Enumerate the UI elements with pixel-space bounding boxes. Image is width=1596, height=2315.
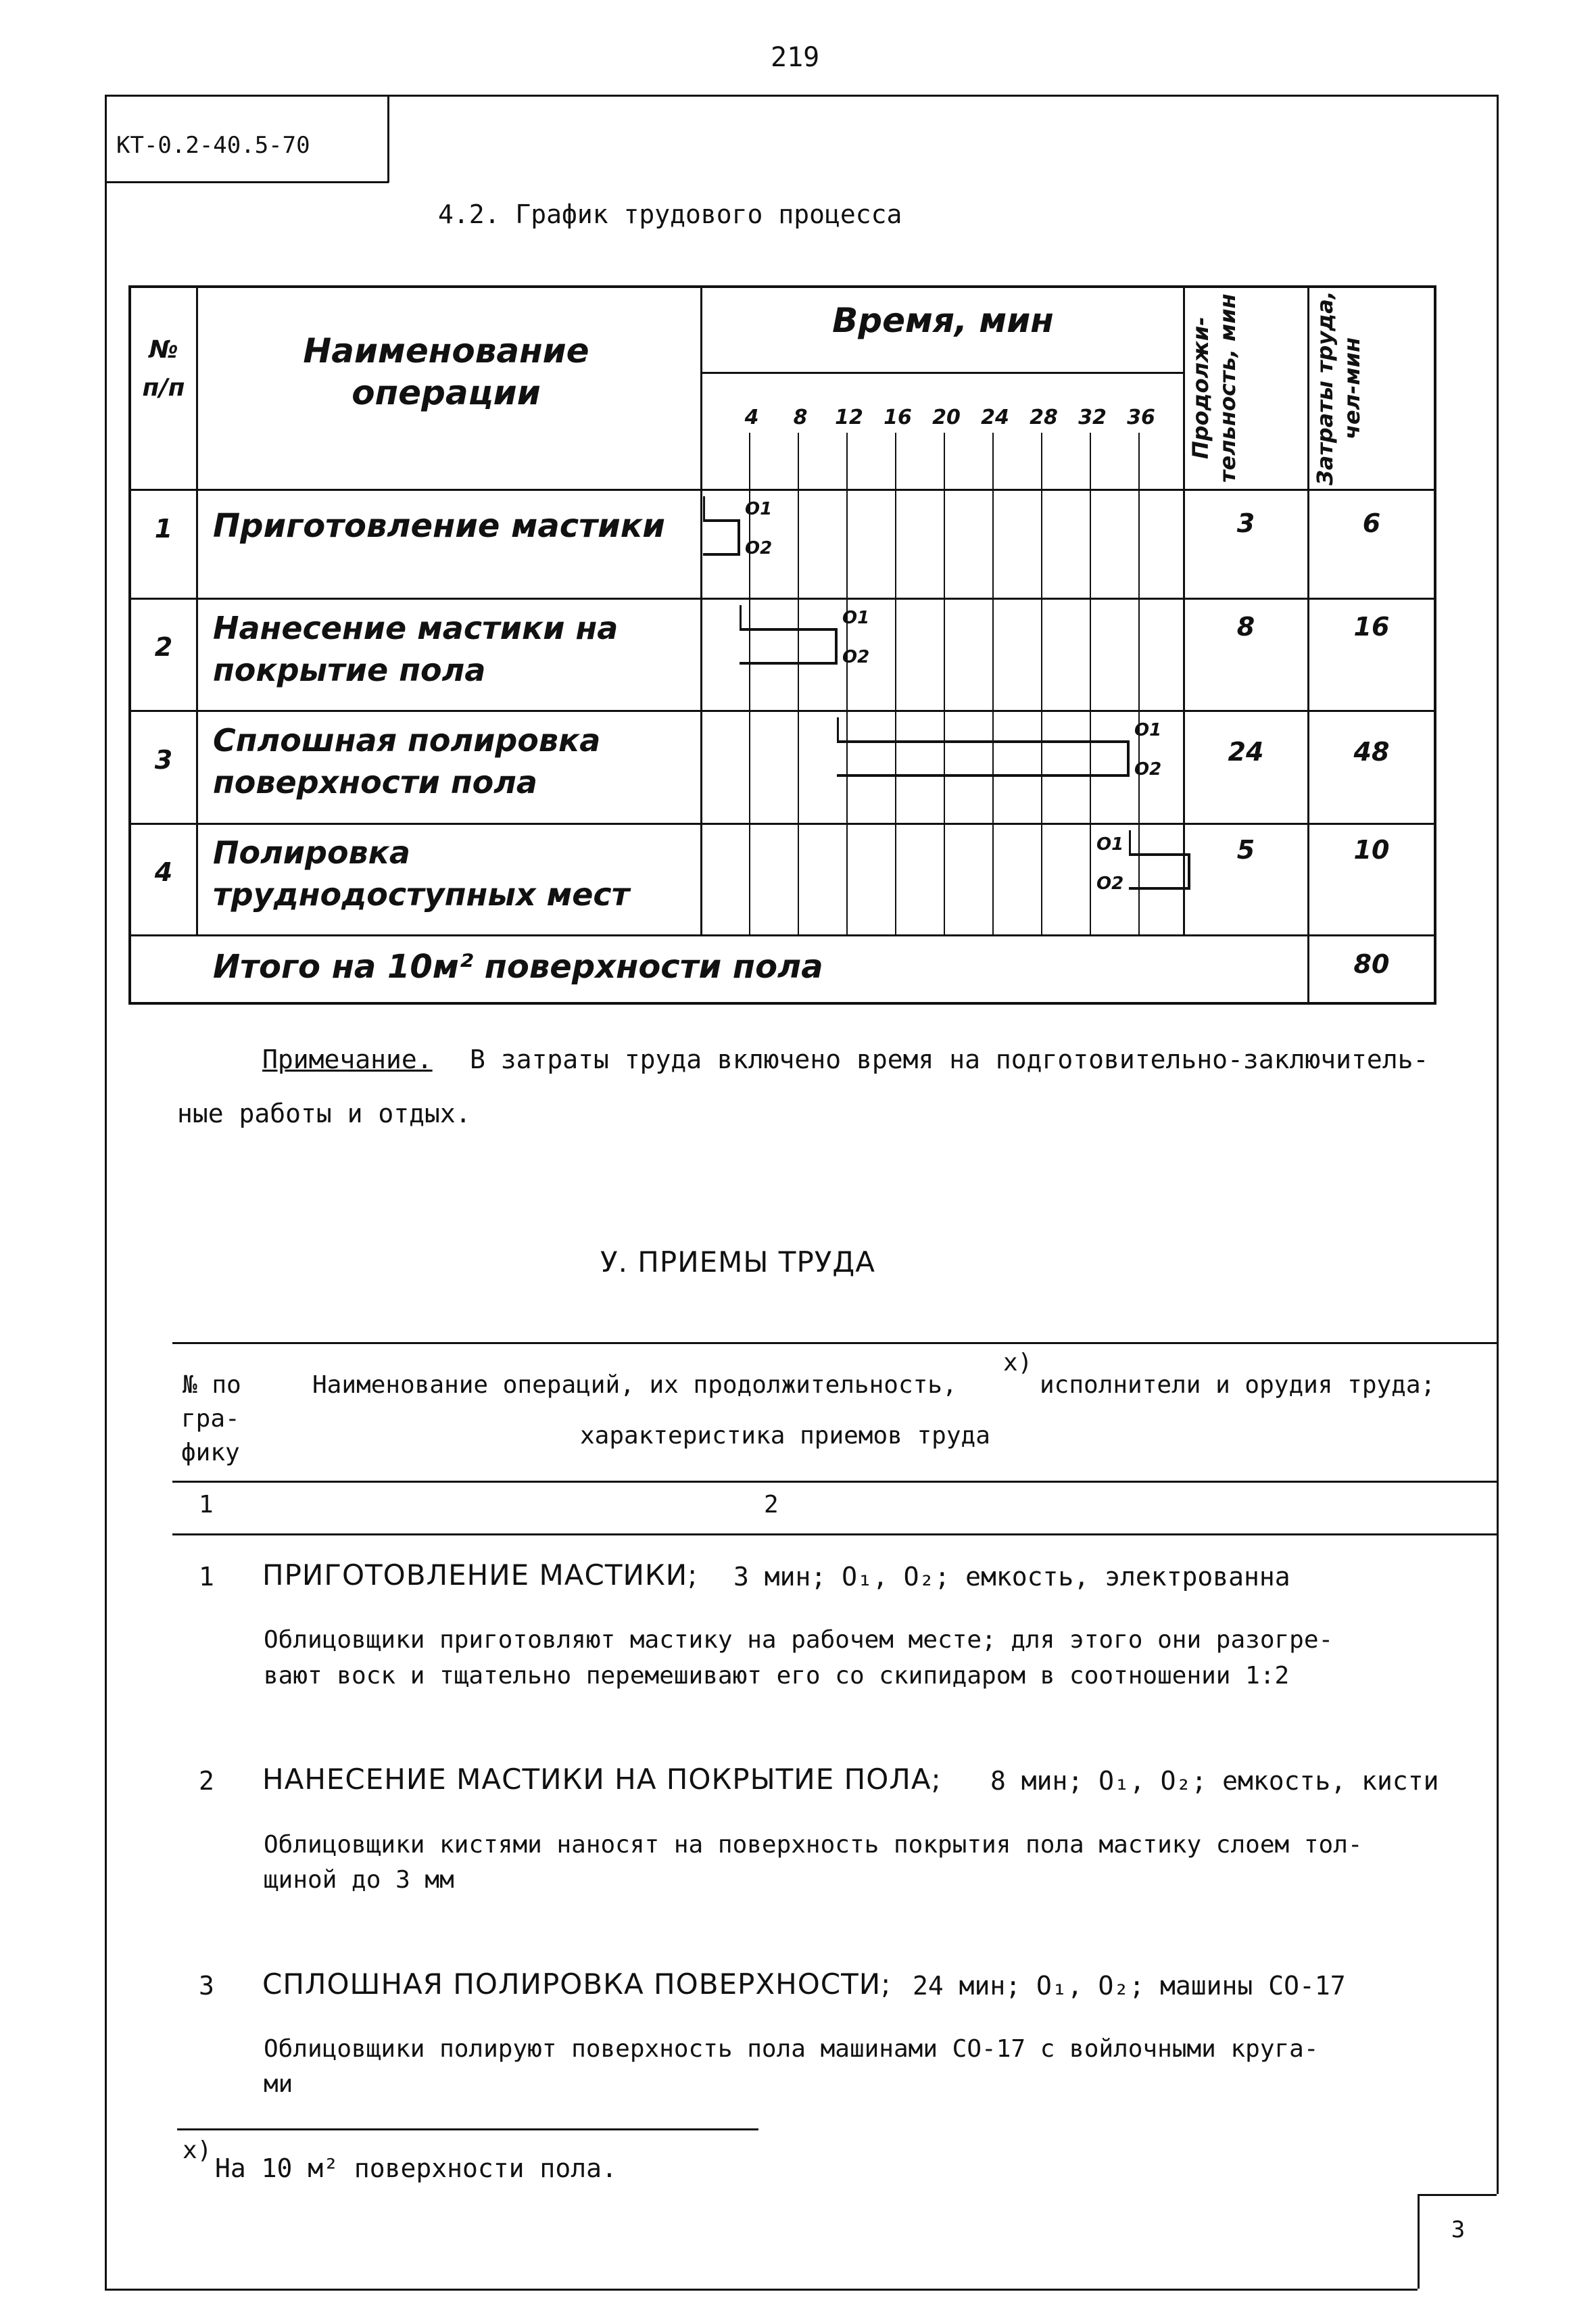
duration-value: 8	[1236, 612, 1255, 642]
col2-header-footnote-mark: х)	[1003, 1349, 1033, 1377]
item-description-line2: вают воск и тщательно перемешивают его со скипидаром в соотношении 1:2	[264, 1662, 1290, 1690]
item-number: 1	[199, 1562, 214, 1592]
gantt-connector	[740, 605, 742, 628]
operation-name: Нанесение мастики на покрытие пола	[213, 610, 619, 688]
col-labor-header: Затраты труда, чел-мин	[1312, 291, 1365, 485]
frame-right	[1497, 95, 1499, 2194]
worker-label: О2	[1096, 874, 1124, 894]
total-label: Итого на 10м² поверхности пола	[213, 948, 823, 986]
note-text-line1: В затраты труда включено время на подготовительно-заключитель-	[470, 1045, 1429, 1074]
time-tick-label: 24	[981, 406, 1009, 429]
time-tick-label: 16	[884, 406, 912, 429]
col2-header-line2: характеристика приемов труда	[580, 1422, 990, 1450]
col-num-header: № п/п	[142, 336, 185, 402]
worker-label: О1	[1134, 720, 1162, 740]
time-tick-label: 8	[793, 406, 808, 429]
methods-rule-top	[172, 1342, 1499, 1344]
footnote-rule	[177, 2128, 758, 2130]
corner-mark: 3	[1451, 2216, 1466, 2243]
gantt-bar-end	[835, 628, 838, 665]
gantt-bar-end	[737, 519, 740, 556]
item-description-line2: ми	[264, 2070, 293, 2098]
frame-top	[105, 95, 1499, 97]
footnote-mark: х)	[183, 2137, 212, 2164]
operation-name: Приготовление мастики	[213, 507, 665, 545]
item-details: 3 мин; О₁, О₂; емкость, электрованна	[733, 1562, 1290, 1592]
methods-rule-numbers	[172, 1533, 1499, 1535]
labor-value: 10	[1353, 835, 1390, 865]
labor-value: 6	[1362, 508, 1381, 538]
item-description-line1: Облицовщики приготовляют мастику на рабочем месте; для этого они разогре-	[264, 1626, 1334, 1654]
col-duration-header: Продолжи-тельность, мин	[1188, 293, 1240, 483]
item-description-line1: Облицовщики кистями наносят на поверхность покрытия пола мастику слоем тол-	[264, 1831, 1363, 1859]
gantt-bar-end	[1188, 853, 1190, 890]
col1-number: 1	[199, 1491, 214, 1519]
row-number: 4	[154, 857, 173, 887]
item-description-line1: Облицовщики полируют поверхность пола машинами СО-17 с войлочными круга-	[264, 2035, 1319, 2063]
worker-label: О1	[1096, 834, 1124, 855]
doc-code: КТ-0.2-40.5-70	[116, 132, 310, 159]
footnote-text: На 10 м² поверхности пола.	[215, 2153, 617, 2183]
frame-left	[105, 95, 107, 2291]
gantt-bar-worker-1	[703, 519, 740, 522]
row-number: 2	[154, 632, 173, 662]
gantt-bar-worker-2	[837, 774, 1129, 777]
section5-title: У. ПРИЕМЫ ТРУДА	[600, 1245, 875, 1279]
time-tick-label: 20	[932, 406, 961, 429]
col-time-header: Время, мин	[832, 301, 1054, 340]
page-number: 219	[771, 42, 820, 73]
frame-bottom	[105, 2289, 1418, 2291]
col1-header-line2: гра-	[181, 1405, 240, 1433]
time-tick-label: 32	[1078, 406, 1107, 429]
gantt-bar-worker-1	[837, 740, 1129, 743]
section-title: 4.2. График трудового процесса	[438, 199, 902, 229]
duration-value: 5	[1236, 835, 1255, 865]
operation-name: Полировка труднодоступных мест	[213, 834, 630, 913]
time-tick-label: 36	[1127, 406, 1155, 429]
time-tick-label: 4	[744, 406, 759, 429]
duration-value: 24	[1228, 737, 1264, 767]
item-details: 8 мин; О₁, О₂; емкость, кисти	[990, 1766, 1439, 1796]
col2-number: 2	[764, 1491, 779, 1519]
item-number: 2	[199, 1766, 214, 1796]
col1-header-line3: фику	[181, 1439, 240, 1466]
worker-label: О2	[1134, 759, 1162, 780]
worker-label: О2	[745, 538, 773, 558]
operation-name: Сплошная полировка поверхности пола	[213, 722, 601, 801]
worker-label: О1	[745, 499, 773, 519]
item-title: СПЛОШНАЯ ПОЛИРОВКА ПОВЕРХНОСТИ;	[262, 1967, 892, 2001]
col1-header-line1: № по	[183, 1371, 241, 1399]
total-value: 80	[1353, 949, 1390, 979]
item-title: ПРИГОТОВЛЕНИЕ МАСТИКИ;	[262, 1558, 698, 1592]
time-tick-label: 28	[1030, 406, 1058, 429]
gantt-bar-worker-1	[1129, 853, 1190, 856]
item-description-line2: щиной до 3 мм	[264, 1866, 454, 1894]
gantt-bar-end	[1127, 740, 1130, 777]
col2-header-line1: Наименование операций, их продолжительность,	[312, 1371, 957, 1399]
item-details: 24 мин; О₁, О₂; машины СО-17	[913, 1971, 1346, 2001]
note-title: Примечание.	[262, 1045, 433, 1074]
gantt-bar-worker-2	[740, 662, 837, 665]
gantt-bar-worker-1	[740, 628, 837, 631]
row-number: 1	[154, 514, 173, 544]
col-name-header: Наименование операции	[303, 331, 589, 412]
methods-rule-header	[172, 1481, 1499, 1483]
item-number: 3	[199, 1971, 214, 2001]
gantt-bar-worker-2	[1129, 887, 1190, 890]
gantt-connector	[703, 496, 705, 519]
gantt-connector	[837, 717, 839, 740]
note-text-line2: ные работы и отдых.	[177, 1099, 471, 1128]
labor-value: 16	[1353, 612, 1390, 642]
duration-value: 3	[1236, 508, 1255, 538]
worker-label: О2	[842, 647, 870, 667]
gantt-bar-worker-2	[703, 553, 740, 556]
labor-value: 48	[1353, 737, 1390, 767]
item-title: НАНЕСЕНИЕ МАСТИКИ НА ПОКРЫТИЕ ПОЛА;	[262, 1763, 942, 1796]
time-tick-label: 12	[835, 406, 863, 429]
row-number: 3	[154, 745, 173, 775]
col2-header-line1b: исполнители и орудия труда;	[1040, 1371, 1436, 1399]
worker-label: О1	[842, 608, 870, 628]
gantt-connector	[1129, 830, 1131, 853]
corner-box	[1418, 2194, 1497, 2289]
